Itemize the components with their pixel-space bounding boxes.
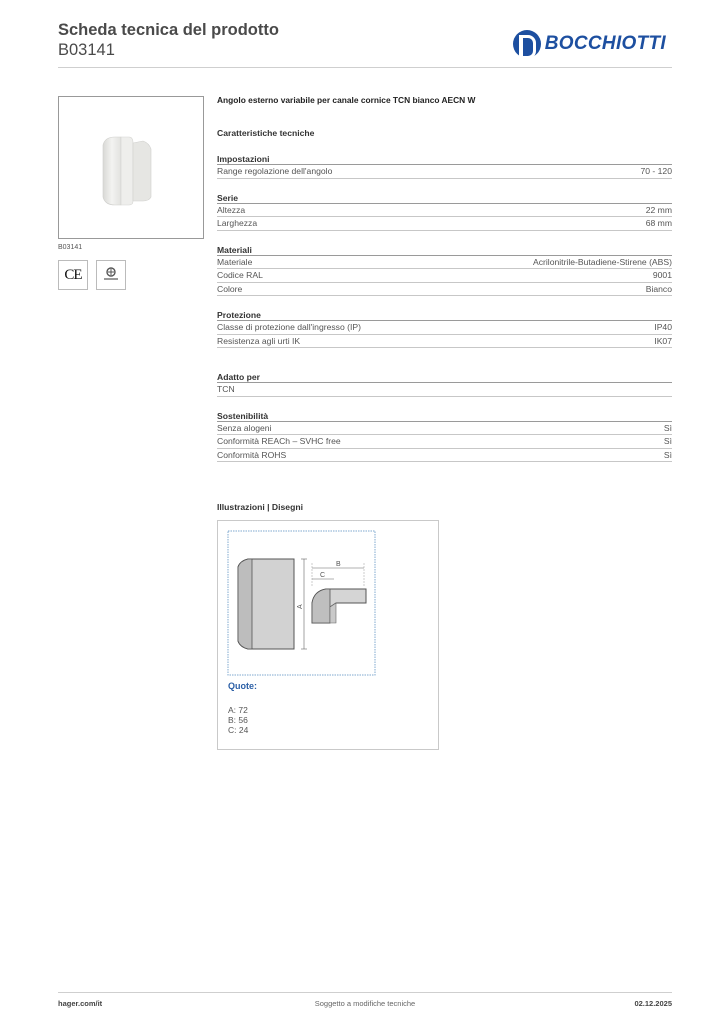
section-title: Serie — [217, 193, 672, 204]
quote-line: C: 24 — [228, 725, 249, 735]
quote-line: B: 56 — [228, 715, 248, 725]
spec-row — [217, 283, 672, 297]
spec-row — [217, 435, 672, 449]
spec-value: Sì — [663, 422, 672, 433]
spec-label: Conformità ROHS — [217, 449, 287, 460]
spec-value: Sì — [663, 436, 672, 446]
spec-row — [217, 383, 672, 397]
recycle-mark-icon — [96, 260, 126, 290]
spec-value: Sì — [663, 449, 672, 460]
page-title: Scheda tecnica del prodotto — [58, 21, 279, 39]
spec-value: 68 mm — [645, 218, 672, 228]
footer-date: 02.12.2025 — [634, 999, 672, 1008]
spec-value: 70 - 120 — [640, 166, 672, 176]
section-serie — [217, 193, 672, 231]
footer-note: Soggetto a modifiche tecniche — [314, 999, 416, 1008]
spec-row — [217, 256, 672, 270]
section-protezione — [217, 310, 672, 348]
spec-value: IP40 — [654, 322, 672, 332]
section-title: Impostazioni — [217, 154, 672, 165]
spec-label: Classe di protezione dall'ingresso (IP) — [217, 322, 361, 332]
spec-label: Conformità REACh – SVHC free — [217, 436, 341, 446]
technical-drawing — [218, 521, 440, 681]
spec-row — [217, 422, 672, 436]
spec-row — [217, 165, 672, 179]
brand-name: BOCCHIOTTI — [544, 33, 666, 54]
page-footer — [58, 992, 672, 1008]
illustrations-title: Illustrazioni | Disegni — [217, 502, 303, 512]
image-caption: B03141 — [58, 244, 83, 251]
spec-value: 9001 — [652, 270, 672, 280]
dim-label-a: A — [297, 604, 304, 609]
dim-label-c: C — [320, 572, 326, 579]
brand-b-icon — [513, 30, 541, 58]
illustration-panel — [217, 520, 439, 750]
footer-website[interactable]: hager.com/it — [58, 999, 103, 1008]
spec-row — [217, 204, 672, 218]
spec-label: Resistenza agli urti IK — [217, 335, 301, 346]
spec-value: 22 mm — [645, 204, 672, 215]
spec-label: Larghezza — [217, 218, 258, 228]
section-title: Sostenibilità — [217, 411, 672, 422]
spec-label: Codice RAL — [217, 270, 263, 280]
spec-label: Range regolazione dell'angolo — [217, 166, 333, 176]
dim-label-b: B — [336, 561, 341, 568]
product-image — [58, 96, 204, 239]
section-sostenibilita — [217, 411, 672, 463]
spec-row — [217, 335, 672, 349]
spec-panel — [217, 95, 672, 462]
characteristics-title: Caratteristiche tecniche — [217, 128, 315, 138]
section-impostazioni — [217, 154, 672, 179]
spec-label: Senza alogeni — [217, 422, 272, 433]
quotes-title: Quote: — [228, 681, 257, 691]
spec-row — [217, 449, 672, 463]
spec-row — [217, 217, 672, 231]
section-title: Protezione — [217, 310, 672, 321]
ce-mark-icon: CE — [58, 260, 88, 290]
spec-label: Altezza — [217, 204, 246, 215]
section-adatto-per — [217, 372, 672, 397]
product-name: Angolo esterno variabile per canale cornice TCN bianco AECN W — [217, 95, 476, 105]
spec-value: Acrilonitrile-Butadiene-Stirene (ABS) — [533, 256, 672, 267]
spec-label: TCN — [217, 384, 235, 394]
spec-value: IK07 — [654, 335, 672, 346]
spec-row — [217, 269, 672, 283]
page-header — [58, 20, 672, 68]
spec-label: Materiale — [217, 256, 253, 267]
quote-line: A: 72 — [228, 705, 248, 715]
spec-value: Bianco — [645, 283, 672, 294]
section-materiali — [217, 245, 672, 297]
brand-logo — [513, 28, 666, 60]
product-code: B03141 — [58, 41, 115, 59]
section-title: Materiali — [217, 245, 672, 256]
spec-row — [217, 321, 672, 335]
spec-label: Colore — [217, 283, 243, 294]
section-title: Adatto per — [217, 372, 672, 383]
product-photo — [59, 97, 205, 240]
